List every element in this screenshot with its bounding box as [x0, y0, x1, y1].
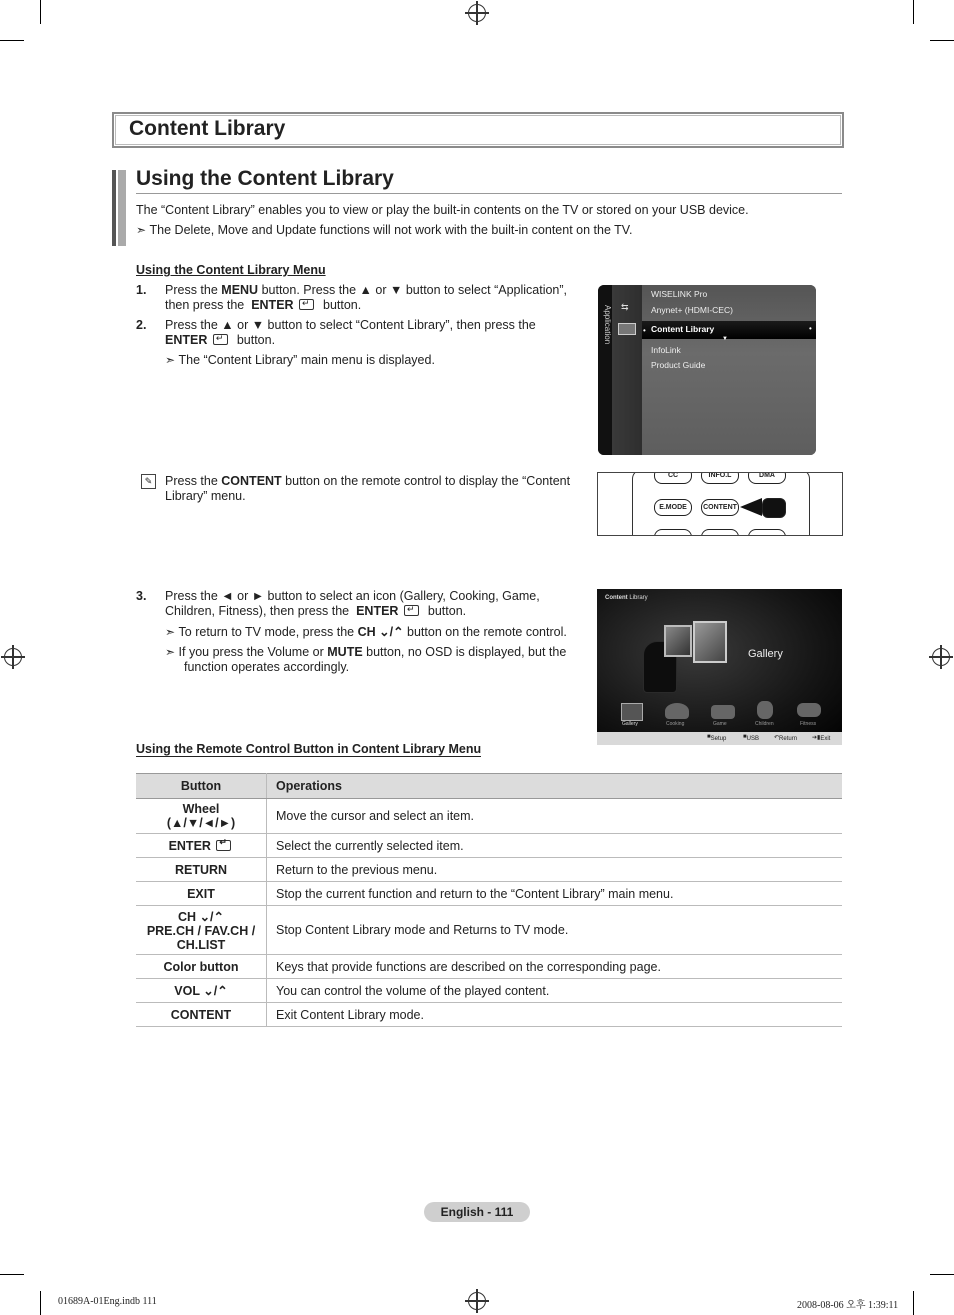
- menu-item[interactable]: Product Guide: [651, 360, 706, 370]
- page-heading: Using the Content Library: [136, 167, 394, 190]
- operation-cell: Move the cursor and select an item.: [267, 799, 843, 834]
- content-note: [165, 474, 590, 504]
- icon-label: Cooking: [666, 721, 685, 727]
- button-name: ENTER: [168, 838, 211, 853]
- column-header: Button: [136, 774, 267, 799]
- enter-key: ENTER: [165, 333, 208, 347]
- crop-mark: [40, 1291, 41, 1315]
- step3-part: Children, Fitness), then press the: [165, 604, 353, 618]
- step3-text: [165, 589, 590, 619]
- content-note-part: Press the: [165, 474, 222, 488]
- step3-note2: [165, 645, 590, 675]
- ch-key: CH: [357, 625, 376, 639]
- step3-note-part: function operates accordingly.: [184, 660, 350, 674]
- usb-label: USB: [746, 736, 759, 742]
- crop-mark: [0, 1274, 24, 1275]
- button-name-extra: (▲/▼/◄/►): [166, 816, 236, 830]
- button-cell: CONTENT: [136, 1003, 267, 1027]
- note-arrow-icon: ➣: [165, 645, 176, 659]
- registration-mark-icon: [4, 648, 22, 666]
- enter-icon: [213, 334, 228, 345]
- table-row: [136, 834, 842, 858]
- exit-label: Exit: [820, 736, 831, 742]
- table-row: [136, 882, 842, 906]
- enter-icon: [299, 299, 314, 310]
- screen-title: [605, 595, 648, 601]
- menu-item[interactable]: Anynet+ (HDMI-CEC): [651, 305, 733, 315]
- application-icon: [618, 323, 636, 335]
- usb-hint[interactable]: ■ USB: [743, 734, 759, 742]
- intro-note-text: The Delete, Move and Update functions will not work with the built-in content on the TV.: [149, 223, 633, 237]
- mute-key: MUTE: [327, 645, 363, 659]
- registration-mark-icon: [932, 648, 950, 666]
- tv-application-menu: [598, 285, 816, 455]
- button-cell: EXIT: [136, 882, 267, 906]
- column-header: Operations: [267, 774, 843, 799]
- ch-updown-icon: ⌄/⌃: [379, 625, 404, 639]
- remote-button[interactable]: [748, 529, 786, 536]
- operation-cell: You can control the volume of the played content.: [267, 979, 843, 1003]
- remote-note-icon: ✎: [141, 474, 156, 489]
- bullet-icon: •: [643, 326, 646, 335]
- return-label: Return: [779, 736, 798, 742]
- setup-hint[interactable]: ■ Setup: [707, 734, 727, 742]
- note-arrow-icon: ➣: [165, 353, 176, 367]
- step2-text: [165, 318, 590, 348]
- note-arrow-icon: ➣: [136, 223, 147, 237]
- table-header-row: [136, 774, 842, 799]
- ch-updown-icon: ⌄/⌃: [199, 909, 224, 924]
- button-cell: [136, 834, 267, 858]
- button-cell: [136, 906, 267, 955]
- page-number: English - 111: [424, 1202, 530, 1222]
- enter-key: ENTER: [251, 298, 294, 312]
- crop-mark: [930, 40, 954, 41]
- remote-button-table: [136, 773, 842, 1027]
- remote-button[interactable]: [654, 529, 692, 536]
- menu-item[interactable]: WISELINK Pro: [651, 289, 708, 299]
- button-name: CH: [178, 909, 197, 924]
- bullet-icon: •: [809, 324, 812, 333]
- screen-title-rest: Library: [627, 595, 648, 601]
- menu-icon-column: [612, 285, 642, 455]
- cooking-icon[interactable]: [665, 703, 689, 719]
- registration-mark-icon: [468, 4, 486, 22]
- step-number: 3.: [136, 589, 147, 603]
- fitness-icon[interactable]: [797, 703, 821, 717]
- input-icon: ⇆: [621, 302, 629, 312]
- button-word: button.: [233, 333, 276, 347]
- step3-note-part: button on the remote control.: [403, 625, 567, 639]
- content-key: CONTENT: [221, 474, 282, 488]
- step1-part: then press the: [165, 298, 248, 312]
- button-cell: RETURN: [136, 858, 267, 882]
- step2-part: Press the ▲ or ▼ button to select “Content Library”, then press the: [165, 318, 536, 332]
- step-number: 2.: [136, 318, 147, 332]
- menu-subheading: Using the Content Library Menu: [136, 263, 326, 277]
- table-row: [136, 858, 842, 882]
- info-button[interactable]: INFO.L: [701, 472, 739, 484]
- note-arrow-icon: ➣: [165, 625, 176, 639]
- button-name-extra: PRE.CH / FAV.CH /: [146, 923, 256, 938]
- pointer-arrow-icon: [740, 498, 762, 516]
- remote-table-heading: Using the Remote Control Button in Content Library Menu: [136, 742, 482, 756]
- registration-mark-icon: [468, 1292, 486, 1310]
- icon-label: Gallery: [622, 721, 638, 727]
- heading-accent-bar: [112, 170, 126, 246]
- operation-cell: Stop Content Library mode and Returns to TV mode.: [267, 906, 843, 955]
- screen-title-bold: Content: [605, 595, 628, 601]
- enter-key: ENTER: [356, 604, 399, 618]
- remote-side-button: [762, 498, 786, 518]
- setup-label: Setup: [710, 736, 727, 742]
- step-number: 1.: [136, 283, 147, 297]
- table-row: [136, 799, 842, 834]
- table-row: [136, 979, 842, 1003]
- menu-item-selected[interactable]: Content Library: [651, 324, 715, 334]
- content-button[interactable]: CONTENT: [701, 499, 739, 516]
- emode-button[interactable]: E.MODE: [654, 499, 692, 516]
- dma-button[interactable]: DMA: [748, 472, 786, 484]
- icon-label: Game: [713, 721, 727, 727]
- step1-text: [165, 283, 590, 313]
- operation-cell: Stop the current function and return to the “Content Library” main menu.: [267, 882, 843, 906]
- crop-mark: [0, 40, 24, 41]
- crop-mark: [913, 0, 914, 24]
- step2-note: [165, 353, 435, 368]
- selected-category-label: Gallery: [748, 648, 783, 660]
- button-word: button.: [424, 604, 467, 618]
- table-row: [136, 955, 842, 979]
- step3-note-part: To return to TV mode, press the: [178, 625, 358, 639]
- intro-note: [136, 223, 632, 238]
- gallery-icon[interactable]: [621, 703, 643, 721]
- operation-cell: Keys that provide functions are described on the corresponding page.: [267, 955, 843, 979]
- table-row: [136, 1003, 842, 1027]
- down-arrow-icon: ▼: [722, 336, 728, 342]
- enter-icon: [216, 840, 231, 851]
- heading-divider: [136, 193, 842, 194]
- icon-label: Children: [755, 721, 774, 727]
- game-icon[interactable]: [711, 705, 735, 719]
- icon-label: Fitness: [800, 721, 817, 727]
- button-name: Wheel: [182, 802, 220, 816]
- menu-key: MENU: [221, 283, 259, 297]
- menu-item[interactable]: InfoLink: [651, 345, 681, 355]
- remote-control-image: [597, 472, 843, 536]
- return-hint[interactable]: ↶ Return: [774, 735, 798, 742]
- step1-part: button. Press the ▲ or ▼ button to select “Application”,: [258, 283, 568, 297]
- picture-frame-icon: [664, 625, 692, 657]
- application-label: Application: [603, 305, 612, 345]
- button-word: button.: [319, 298, 362, 312]
- vol-updown-icon: ⌄/⌃: [203, 984, 228, 998]
- crop-mark: [40, 0, 41, 24]
- operation-cell: Exit Content Library mode.: [267, 1003, 843, 1027]
- operation-cell: Return to the previous menu.: [267, 858, 843, 882]
- step1-part: Press the: [165, 283, 222, 297]
- content-note-part: button on the remote control to display the “Content: [281, 474, 571, 488]
- section-title: Content Library: [129, 117, 286, 140]
- button-cell: [136, 979, 267, 1003]
- picture-frame-icon: [693, 621, 727, 663]
- slug-filename: 01689A-01Eng.indb 111: [58, 1296, 157, 1307]
- button-name: VOL: [174, 984, 200, 998]
- button-name-extra: CH.LIST: [176, 937, 226, 952]
- crop-mark: [913, 1291, 914, 1315]
- children-icon[interactable]: [757, 701, 773, 719]
- content-library-screen: [597, 589, 842, 745]
- crop-mark: [930, 1274, 954, 1275]
- operation-cell: Select the currently selected item.: [267, 834, 843, 858]
- step3-note-part: If you press the Volume or: [178, 645, 328, 659]
- step3-part: Press the ◄ or ► button to select an icon (Gallery, Cooking, Game,: [165, 589, 540, 603]
- button-cell: Color button: [136, 955, 267, 979]
- cc-button[interactable]: CC: [654, 472, 692, 484]
- screen-bottom-bar: [597, 732, 842, 745]
- button-cell: [136, 799, 267, 834]
- step3-note-part: button, no OSD is displayed, but the: [362, 645, 567, 659]
- content-note-part: Library” menu.: [165, 489, 246, 503]
- remote-button[interactable]: [701, 529, 739, 536]
- step2-note-text: The “Content Library” main menu is displayed.: [178, 353, 435, 367]
- intro-text: The “Content Library” enables you to view or play the built-in contents on the TV or stored on your USB device.: [136, 203, 749, 217]
- slug-timestamp: 2008-08-06 오후 1:39:11: [797, 1300, 899, 1311]
- exit-hint[interactable]: ➔▮ Exit: [812, 735, 831, 742]
- enter-icon: [404, 605, 419, 616]
- table-row: [136, 906, 842, 955]
- step3-note1: [165, 625, 590, 640]
